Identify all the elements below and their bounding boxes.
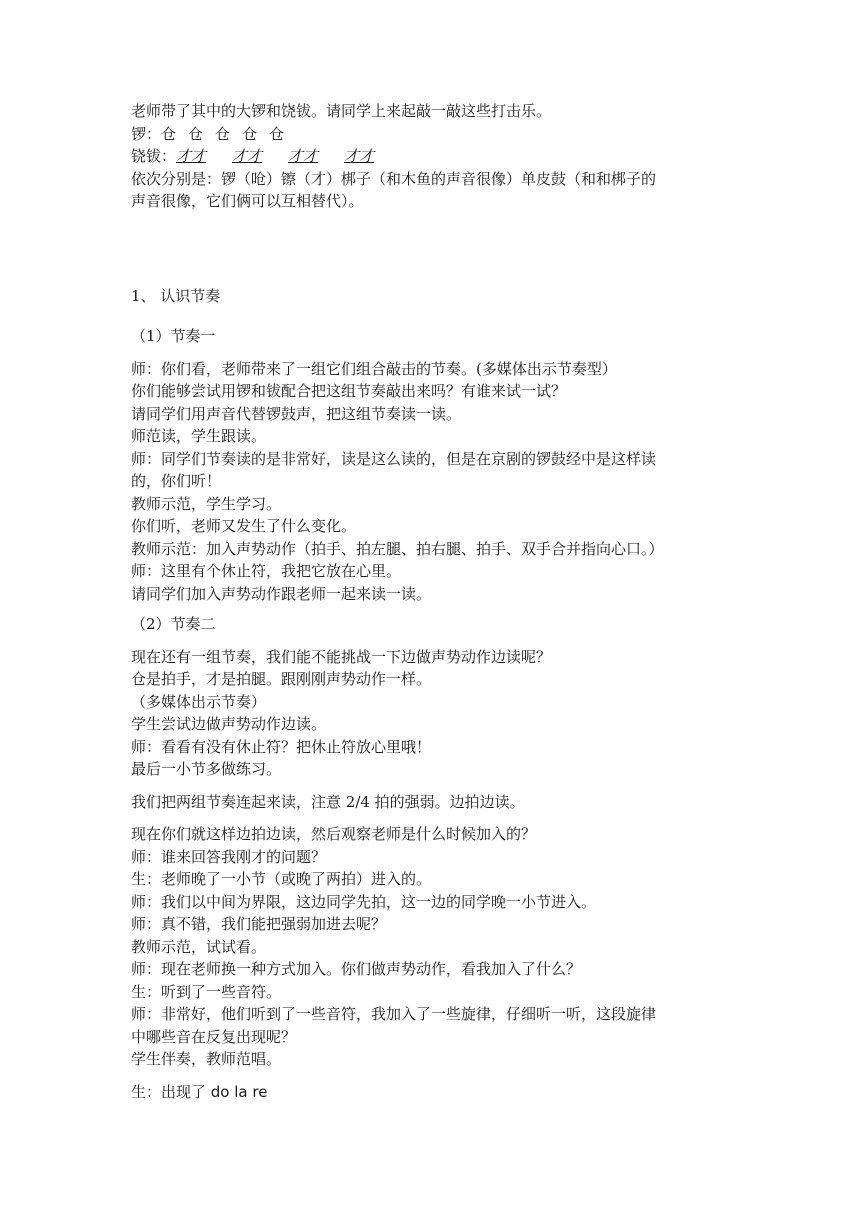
dialog-line: 师：谁来回答我刚才的问题？ xyxy=(131,847,327,866)
dialog-line: 生：听到了一些音符。 xyxy=(131,982,282,1001)
answer-notes: do la re xyxy=(210,1082,268,1101)
answer-prefix: 生：出现了 xyxy=(131,1082,211,1101)
rhythm-one-line: 师范读，学生跟读。 xyxy=(131,427,267,445)
rhythm-one-line: 请同学们用声音代替锣鼓声，把这组节奏读一读。 xyxy=(131,404,462,423)
rhythm-two-line: 仓是拍手，才是拍腿。跟刚刚声势动作一样。 xyxy=(131,670,432,688)
dialog-line: 现在你们就这样边拍边读，然后观察老师是什么时候加入的？ xyxy=(131,825,537,843)
student-answer xyxy=(131,1081,741,1104)
cymbal-syllable: 才才 xyxy=(232,147,263,165)
gong-syllable: 仓 xyxy=(242,124,258,143)
gong-syllable: 仓 xyxy=(188,124,204,143)
dialog-line: 师：非常好，他们听到了一些音符，我加入了一些旋律，仔细听一听，这段旋律 xyxy=(131,1005,657,1023)
rhythm-one-line: 你们听，老师又发生了什么变化。 xyxy=(131,517,357,535)
rhythm-two-line: （多媒体出示节奏） xyxy=(131,692,267,711)
rhythm-two-line: 现在还有一组节奏，我们能不能挑战一下边做声势动作边读呢？ xyxy=(131,647,552,666)
gong-syllable: 仓 xyxy=(269,124,285,143)
dialog-line: 中哪些音在反复出现呢？ xyxy=(131,1027,297,1046)
rhythm-one-line: 请同学们加入声势动作跟老师一起来读一读。 xyxy=(131,584,432,603)
cymbal-syllable: 才才 xyxy=(344,147,375,165)
dialog-line: 师：真不错，我们能把强弱加进去呢？ xyxy=(131,915,387,933)
instrument-description: 依次分别是：锣（呛）镲（才）梆子（和木鱼的声音很像）单皮鼓（和和梆子的 xyxy=(131,169,657,188)
cymbal-syllable: 才才 xyxy=(176,147,207,165)
document-page xyxy=(131,100,741,1103)
cymbal-rhythm-line xyxy=(131,145,741,168)
section-heading: 1、 认识节奏 xyxy=(131,286,221,305)
rhythm-one-title: （1）节奏一 xyxy=(131,327,216,345)
gong-syllable: 仓 xyxy=(215,124,231,143)
rhythm-two-line: 最后一小节多做练习。 xyxy=(131,760,282,778)
instrument-description-cont: 声音很像，它们俩可以互相替代）。 xyxy=(131,192,364,210)
rhythm-one-line: 师：这里有个休止符，我把它放在心里。 xyxy=(131,562,402,580)
dialog-line: 学生伴奏，教师范唱。 xyxy=(131,1050,282,1068)
rhythm-one-line: 师：你们看，老师带来了一组它们组合敲击的节奏。(多媒体出示节奏型） xyxy=(131,359,617,378)
gong-label: 锣： xyxy=(131,124,162,143)
rhythm-one-line: 的，你们听！ xyxy=(131,472,222,490)
rhythm-two-line: 学生尝试边做声势动作边读。 xyxy=(131,715,327,733)
dialog-line: 教师示范，试试看。 xyxy=(131,937,267,956)
dialog-line: 生：老师晚了一小节（或晚了两拍）进入的。 xyxy=(131,870,432,888)
intro-line: 老师带了其中的大锣和饶钹。请同学上来起敲一敲这些打击乐。 xyxy=(131,102,552,120)
rhythm-one-line: 教师示范，学生学习。 xyxy=(131,494,282,513)
rhythm-two-title: （2）节奏二 xyxy=(131,615,216,633)
gong-rhythm-line xyxy=(131,123,741,146)
dialog-line: 师：现在老师换一种方式加入。你们做声势动作，看我加入了什么？ xyxy=(131,960,582,978)
rhythm-one-line: 教师示范：加入声势动作（拍手、拍左腿、拍右腿、拍手、双手合并指向心口。） xyxy=(131,539,664,558)
rhythm-one-line: 你们能够尝试用锣和钹配合把这组节奏敲出来吗？有谁来试一试？ xyxy=(131,382,567,400)
combine-instruction: 我们把两组节奏连起来读，注意 2/4 拍的强弱。边拍边读。 xyxy=(131,792,525,811)
gong-syllable: 仓 xyxy=(161,124,177,143)
dialog-line: 师：我们以中间为界限，这边同学先拍，这一边的同学晚一小节进入。 xyxy=(131,892,597,911)
rhythm-two-line: 师：看看有没有休止符？把休止符放心里哦！ xyxy=(131,737,432,756)
rhythm-one-line: 师：同学们节奏读的是非常好，读是这么读的，但是在京剧的锣鼓经中是这样读 xyxy=(131,449,657,468)
cymbal-syllable: 才才 xyxy=(288,147,319,165)
cymbal-label: 铙钹： xyxy=(131,147,177,165)
